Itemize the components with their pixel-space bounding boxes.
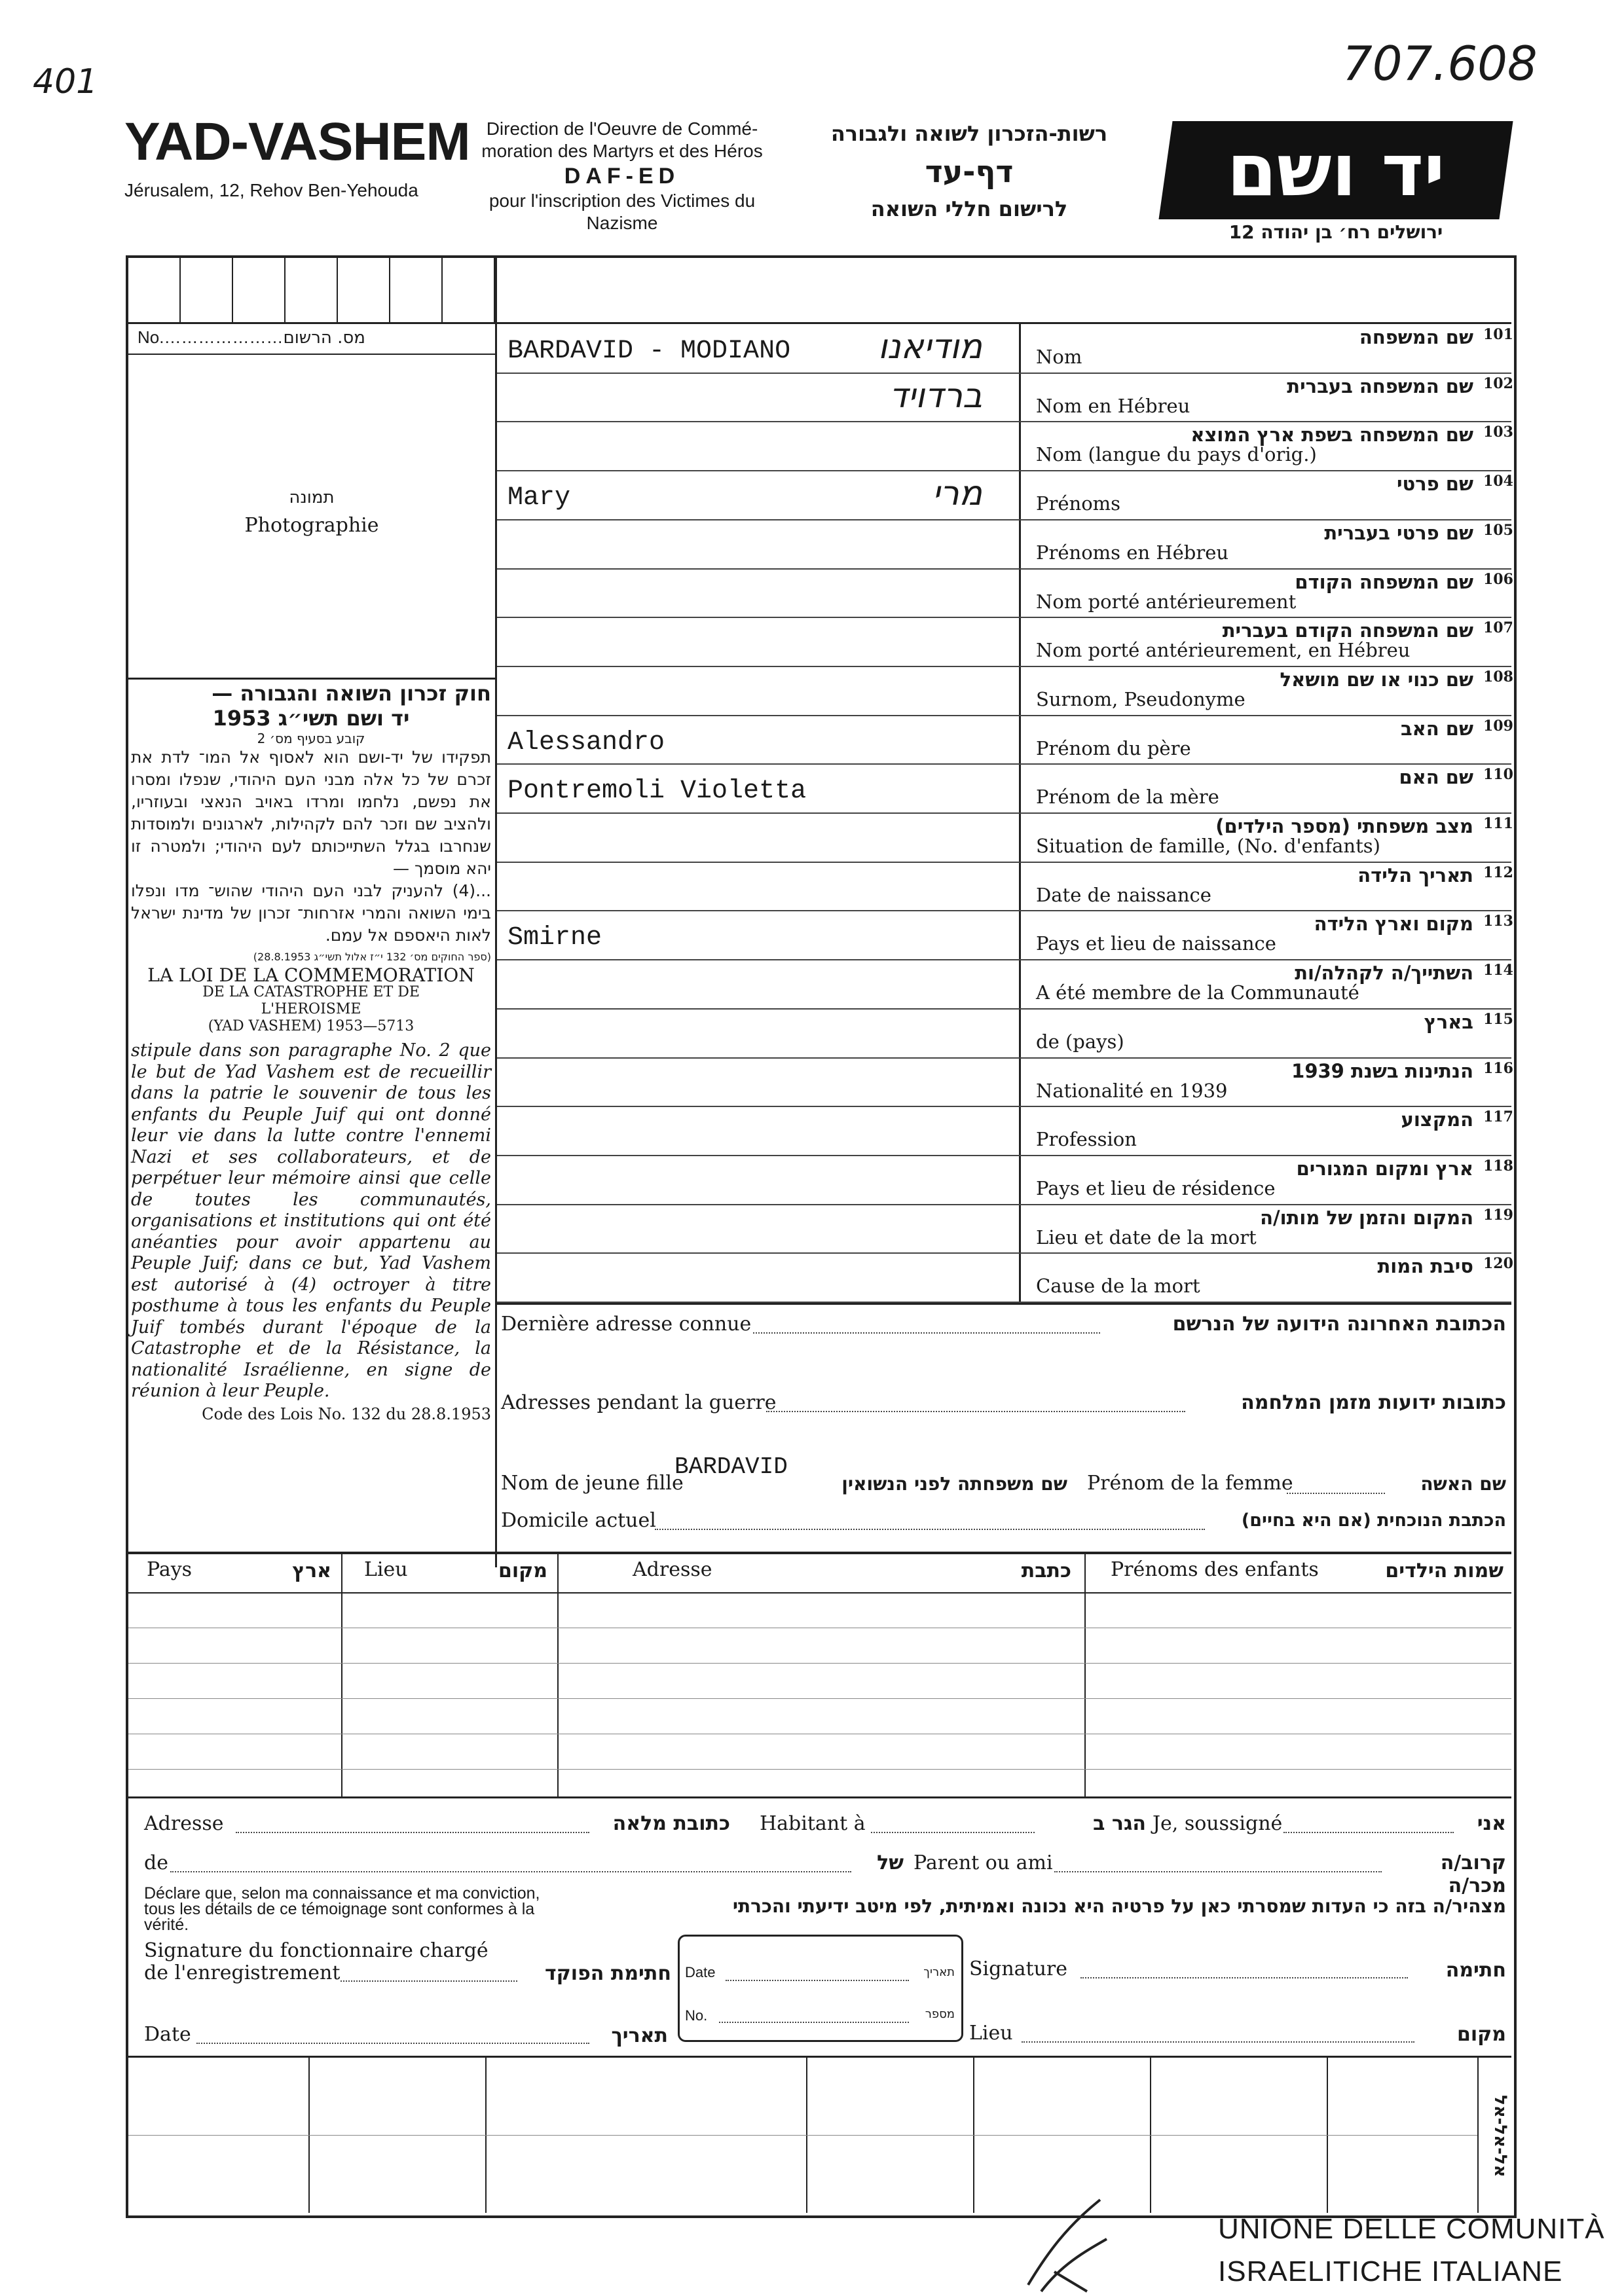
field-label-fr: Prénom de la mère xyxy=(1036,786,1219,809)
field-label-he: שם האב xyxy=(1400,717,1473,740)
field-number: 116 xyxy=(1483,1059,1513,1077)
decl-soussigne: Je, soussigné xyxy=(1153,1812,1283,1835)
col-adresse: Adresse xyxy=(633,1558,712,1581)
office-date-he: תאריך xyxy=(923,1965,955,1979)
field-value[interactable]: Pontremoli Violetta xyxy=(507,776,807,807)
field-label-fr: Nom xyxy=(1036,346,1082,368)
decl-text-fr: Déclare que, selon ma connaissance et ma conviction, tous les détails de ce témoignage sont conformes à la vérité. xyxy=(144,1884,540,1934)
field-number: 106 xyxy=(1483,570,1513,588)
field-label-fr: Profession xyxy=(1036,1128,1137,1151)
field-label-fr: Nom porté antérieurement xyxy=(1036,590,1297,613)
lieu-field[interactable] xyxy=(1022,2041,1414,2043)
field-label-he: שם פרטי xyxy=(1396,473,1473,496)
office-no-he: מספר xyxy=(925,2007,955,2021)
field-number: 120 xyxy=(1483,1255,1513,1273)
no-label-he: מס. הרשום xyxy=(283,328,365,348)
field-row-divider xyxy=(497,1204,1511,1205)
war-address-field[interactable] xyxy=(766,1411,1185,1412)
law-he-text2: ...(4) להעניק לבני העם היהודי שהוש־ מדו ונפלו בימי השואה והמרי אזרחות־ זכרון של מדינת ישראל לאות היאספם אל עמם. xyxy=(131,881,491,945)
field-label-fr: Nationalité en 1939 xyxy=(1036,1079,1228,1102)
field-label-fr: Date de naissance xyxy=(1036,883,1211,906)
field-label-he: שם המשפחה הקודם בעברית xyxy=(1222,619,1473,642)
field-row-divider xyxy=(497,421,1511,422)
field-value[interactable]: Alessandro xyxy=(507,727,665,757)
field-label-he: הנתינות בשנת 1939 xyxy=(1291,1059,1473,1082)
signature-he: חתימה xyxy=(1445,1959,1506,1982)
col-adresse-he: כתבת xyxy=(1021,1559,1071,1582)
field-number: 111 xyxy=(1483,815,1513,832)
stamp-line2: ISRAELITICHE ITALIANE xyxy=(1218,2255,1563,2287)
decl-soussigne-field[interactable] xyxy=(1283,1832,1454,1833)
field-row-divider xyxy=(497,1252,1511,1254)
law-he-name: יד ושם תשי״ג 1953 xyxy=(212,706,410,731)
field-value[interactable]: Smirne xyxy=(507,923,602,953)
annotation-top-right: 707.608 xyxy=(1342,36,1538,91)
dafed-label: DAF-ED xyxy=(564,164,680,189)
law-he-title: חוק זכרון השואה והגבורה — xyxy=(212,681,491,706)
field-value[interactable]: BARDAVID - MODIANO xyxy=(507,337,791,366)
decl-soussigne-he: אני xyxy=(1477,1812,1506,1835)
law-he-sub: קובע בסעיף מס׳ 2 xyxy=(257,731,365,746)
domicile-he: הכתבת הנוכחית (אם היא בחיים) xyxy=(1241,1510,1506,1531)
decl-de-field[interactable] xyxy=(170,1871,851,1872)
lieu-label: Lieu xyxy=(969,2022,1013,2045)
last-address-he: הכתובת האחרונה הידועה של הנרשם xyxy=(1172,1313,1506,1336)
date-field[interactable] xyxy=(196,2043,589,2044)
sig-official-he: חתימת הפוקד xyxy=(545,1962,671,1985)
decl-habitant-field[interactable] xyxy=(871,1832,1035,1833)
last-address-field[interactable] xyxy=(753,1332,1100,1334)
law-fr-title: DE LA CATASTROPHE ET DE xyxy=(202,984,420,1000)
wife-he: שם האשה xyxy=(1420,1473,1506,1495)
col-lieu-he: מקום xyxy=(498,1559,547,1582)
field-label-he: שם פרטי בעברית xyxy=(1324,521,1473,544)
decl-parent-field[interactable] xyxy=(1054,1871,1382,1872)
field-label-fr: Nom porté antérieurement, en Hébreu xyxy=(1036,639,1411,662)
sig-official xyxy=(144,1940,489,1984)
field-row-divider xyxy=(497,1106,1511,1107)
field-number: 103 xyxy=(1483,424,1513,441)
field-value[interactable]: Mary xyxy=(507,483,571,513)
org-address: Jérusalem, 12, Rehov Ben-Yehouda xyxy=(124,180,418,200)
field-number: 102 xyxy=(1483,374,1513,392)
office-date-label: Date xyxy=(685,1964,716,1980)
field-label-he: סיבת המות xyxy=(1377,1255,1473,1278)
field-row-divider xyxy=(497,470,1511,471)
children-table xyxy=(128,1554,1511,1796)
no-label: No.…………………מס. הרשום xyxy=(138,327,365,348)
field-row-divider xyxy=(497,812,1511,814)
domicile-label: Domicile actuel xyxy=(501,1509,656,1532)
domicile-field[interactable] xyxy=(655,1529,1205,1530)
war-address-label: Adresses pendant la guerre xyxy=(501,1391,777,1414)
field-label-fr: Lieu et date de la mort xyxy=(1036,1226,1257,1248)
no-label-text: No. xyxy=(138,327,164,347)
date-label: Date xyxy=(144,2023,191,2046)
field-label-fr: Prénoms en Hébreu xyxy=(1036,541,1229,564)
field-number: 113 xyxy=(1483,913,1513,930)
field-label-he: שם המשפחה הקודם xyxy=(1295,570,1473,593)
field-number: 105 xyxy=(1483,521,1513,539)
field-number: 110 xyxy=(1483,766,1513,784)
col-pays: Pays xyxy=(147,1558,193,1581)
he-authority: רשות-הזכרון לשואה ולגבורה xyxy=(830,121,1108,146)
last-address-label: Dernière adresse connue xyxy=(501,1313,752,1336)
maiden-label: Nom de jeune fille xyxy=(501,1472,684,1495)
field-number: 101 xyxy=(1483,326,1513,343)
field-label-he: שם המשפחה בשפת ארץ המוצא xyxy=(1190,424,1473,446)
office-box xyxy=(678,1935,963,2042)
col-children-he: שמות הילדים xyxy=(1385,1559,1504,1582)
field-row-divider xyxy=(497,862,1511,863)
decl-de: de xyxy=(144,1851,168,1874)
field-label-fr: Nom (langue du pays d'orig.) xyxy=(1036,443,1317,466)
field-label-fr: Prénoms xyxy=(1036,492,1121,515)
field-handwritten-note: מרי xyxy=(932,474,982,514)
he-dafed: דף-עד xyxy=(925,154,1014,189)
col-pays-he: ארץ xyxy=(292,1559,331,1582)
decl-parent-he: קרוב/ה מכר/ה xyxy=(1440,1851,1506,1897)
law-he-text: תפקידו של יד-ושם הוא לאסוף אל המו־ לדת את זכרם של כל אלה מבני העם היהודי, שנפלו ומסרו את נפשם, נלחמו ומרדו באויב הנאצי ובעוזריו, ולהציב שם וזכר להם לקהילות, לארגונים ולמוסדות שנחרבו בגלל השתייכותם לעם היהודי; ולמטרה זו יהא מוסמך — xyxy=(131,748,491,878)
field-row-divider xyxy=(497,666,1511,667)
field-label-he: מקום וארץ הלידה xyxy=(1314,913,1473,936)
field-number: 117 xyxy=(1483,1108,1513,1126)
maiden-he: שם משפחתה לפני הנשואין xyxy=(841,1473,1067,1495)
org-title: YAD-VASHEM xyxy=(124,112,470,172)
photo-he: תמונה xyxy=(289,488,335,507)
field-number: 107 xyxy=(1483,619,1513,637)
field-label-he: שם האם xyxy=(1399,766,1473,789)
side-vertical-label: אל-אל-אל xyxy=(1490,2095,1510,2178)
field-row-divider xyxy=(497,1057,1511,1059)
law-fr-title: (YAD VASHEM) 1953—5713 xyxy=(208,1018,415,1034)
field-row-divider xyxy=(497,959,1511,960)
decl-adresse-field[interactable] xyxy=(236,1832,589,1833)
annotation-top-left: 401 xyxy=(33,62,98,101)
inscription-line: Nazisme xyxy=(586,213,658,233)
decl-adresse: Adresse xyxy=(144,1812,224,1835)
field-label-fr: Nom en Hébreu xyxy=(1036,394,1190,417)
photo-label: Photographie xyxy=(244,514,379,537)
field-label-he: שם המשפחה בעברית xyxy=(1287,374,1473,397)
direction-line: Direction de l'Oeuvre de Commé- xyxy=(486,118,758,139)
law-he-ref: (ספר החוקים מס׳ 132 י״ז אלול תשי״ג 28.8.1953) xyxy=(253,951,491,963)
col-lieu: Lieu xyxy=(364,1558,408,1581)
field-label-fr: Prénom du père xyxy=(1036,737,1191,759)
sig-official-fr: de l'enregistrement xyxy=(144,1961,341,1984)
field-row-divider xyxy=(497,617,1511,618)
field-label-he: מצב משפחתי (מספר הילדים) xyxy=(1215,815,1473,837)
field-label-he: השתייך/ה לקהלה/ות xyxy=(1295,962,1473,985)
office-no-label: No. xyxy=(685,2007,708,2024)
field-label-fr: Pays et lieu de naissance xyxy=(1036,932,1276,955)
field-row-divider xyxy=(497,763,1511,765)
signature-label: Signature xyxy=(969,1958,1068,1980)
field-label-fr: A été membre de la Communauté xyxy=(1036,981,1359,1004)
field-label-he: המקום והזמן של מותו/ה xyxy=(1260,1206,1473,1229)
lieu-he: מקום xyxy=(1457,2023,1506,2046)
field-number: 114 xyxy=(1483,962,1513,979)
decl-adresse-he: כתובת מלאה xyxy=(612,1812,730,1835)
decl-parent: Parent ou ami xyxy=(913,1851,1053,1874)
field-number: 104 xyxy=(1483,473,1513,490)
field-row-divider xyxy=(497,568,1511,570)
field-label-he: בארץ xyxy=(1424,1010,1473,1033)
field-handwritten-note: מודיאנו xyxy=(877,327,982,367)
sig-official-fr: Signature du fonctionnaire chargé xyxy=(144,1939,489,1962)
field-number: 118 xyxy=(1483,1157,1513,1175)
field-label-fr: Cause de la mort xyxy=(1036,1275,1200,1298)
law-fr-title: LA LOI DE LA COMMEMORATION xyxy=(147,964,475,986)
decl-habitant-he: הגר ב xyxy=(1093,1812,1146,1835)
decl-text-he: מצהיר/ה בזה כי העדות שמסרתי כאן על פרטיה היא נכונה ואמיתית, לפי מיטב ידיעתי והכרתי xyxy=(732,1895,1506,1917)
direction-line: moration des Martyrs et des Héros xyxy=(481,141,763,161)
field-row-divider xyxy=(497,910,1511,911)
field-row-divider xyxy=(497,1008,1511,1010)
date-he: תאריך xyxy=(611,2024,668,2047)
war-address-he: כתובות ידועות מזמן המלחמה xyxy=(1241,1391,1506,1414)
bottom-grid xyxy=(128,2058,1511,2213)
logo-address: ירושלים רח׳ בן יהודה 12 xyxy=(1228,221,1443,243)
field-label-he: תאריך הלידה xyxy=(1357,864,1473,886)
decl-de-he: של xyxy=(877,1851,904,1874)
direction-block xyxy=(458,118,786,234)
tick-boxes xyxy=(128,258,495,323)
wife-label: Prénom de la femme xyxy=(1087,1472,1293,1495)
wife-field[interactable] xyxy=(1287,1493,1385,1494)
field-number: 119 xyxy=(1483,1206,1513,1224)
field-label-he: שם כנוי או שם מושאל xyxy=(1280,668,1473,691)
field-label-fr: Surnom, Pseudonyme xyxy=(1036,687,1246,710)
he-registration: לרישום חללי השואה xyxy=(870,196,1068,221)
stamp-signature xyxy=(1022,2187,1113,2296)
field-label-fr: de (pays) xyxy=(1036,1030,1124,1053)
field-number: 112 xyxy=(1483,864,1513,881)
field-row-divider xyxy=(497,373,1511,374)
field-label-fr: Pays et lieu de résidence xyxy=(1036,1176,1276,1199)
law-block xyxy=(131,681,491,1423)
field-handwritten-note: ברדויד xyxy=(889,376,982,416)
field-number: 115 xyxy=(1483,1010,1513,1028)
law-fr-code: Code des Lois No. 132 du 28.8.1953 xyxy=(202,1404,491,1423)
field-row-divider xyxy=(497,1155,1511,1156)
law-fr-text: stipule dans son paragraphe No. 2 que le but de Yad Vashem est de recueillir dans la patrie le souvenir de tous les enfants du Peuple Juif qui ont donné leur vie dans la lutte contre l'ennemi Nazi et ses collaborateurs, et de perpétuer leur mémoire ainsi que celle de toutes les communautés, organisations et institutions qui ont été anéanties pour avoir appartenu au Peuple Juif; dans ce but, Yad Vashem est autorisé à (4) octroyer à titre posthume à tous les enfants du Peuple Juif tombés durant l'époque de la Catastrophe et de la Résistance, la nationalité Israélienne, en signe de réunion à leur Peuple. xyxy=(131,1040,491,1401)
field-label-he: שם המשפחה xyxy=(1359,326,1473,348)
maiden-value: BARDAVID xyxy=(674,1453,788,1480)
field-number: 108 xyxy=(1483,668,1513,685)
col-children: Prénoms des enfants xyxy=(1111,1558,1319,1581)
field-row-divider xyxy=(497,519,1511,520)
stamp-line1: UNIONE DELLE COMUNITÀ xyxy=(1218,2213,1605,2245)
office-date-field[interactable] xyxy=(726,1980,909,1981)
field-number: 109 xyxy=(1483,717,1513,735)
office-no-field[interactable] xyxy=(719,2022,909,2023)
sig-official-field[interactable] xyxy=(341,1980,517,1982)
field-label-fr: Situation de famille, (No. d'enfants) xyxy=(1036,835,1380,857)
signature-field[interactable] xyxy=(1080,1977,1408,1978)
field-row-divider xyxy=(497,715,1511,716)
inscription-line: pour l'inscription des Victimes du xyxy=(489,191,756,211)
law-fr-title: L'HEROISME xyxy=(261,1001,361,1017)
decl-habitant: Habitant à xyxy=(760,1812,866,1835)
field-label-he: המקצוע xyxy=(1401,1108,1473,1131)
field-label-he: ארץ ומקום המגורים xyxy=(1296,1157,1473,1180)
logo-text: יד ושם xyxy=(1227,128,1445,212)
